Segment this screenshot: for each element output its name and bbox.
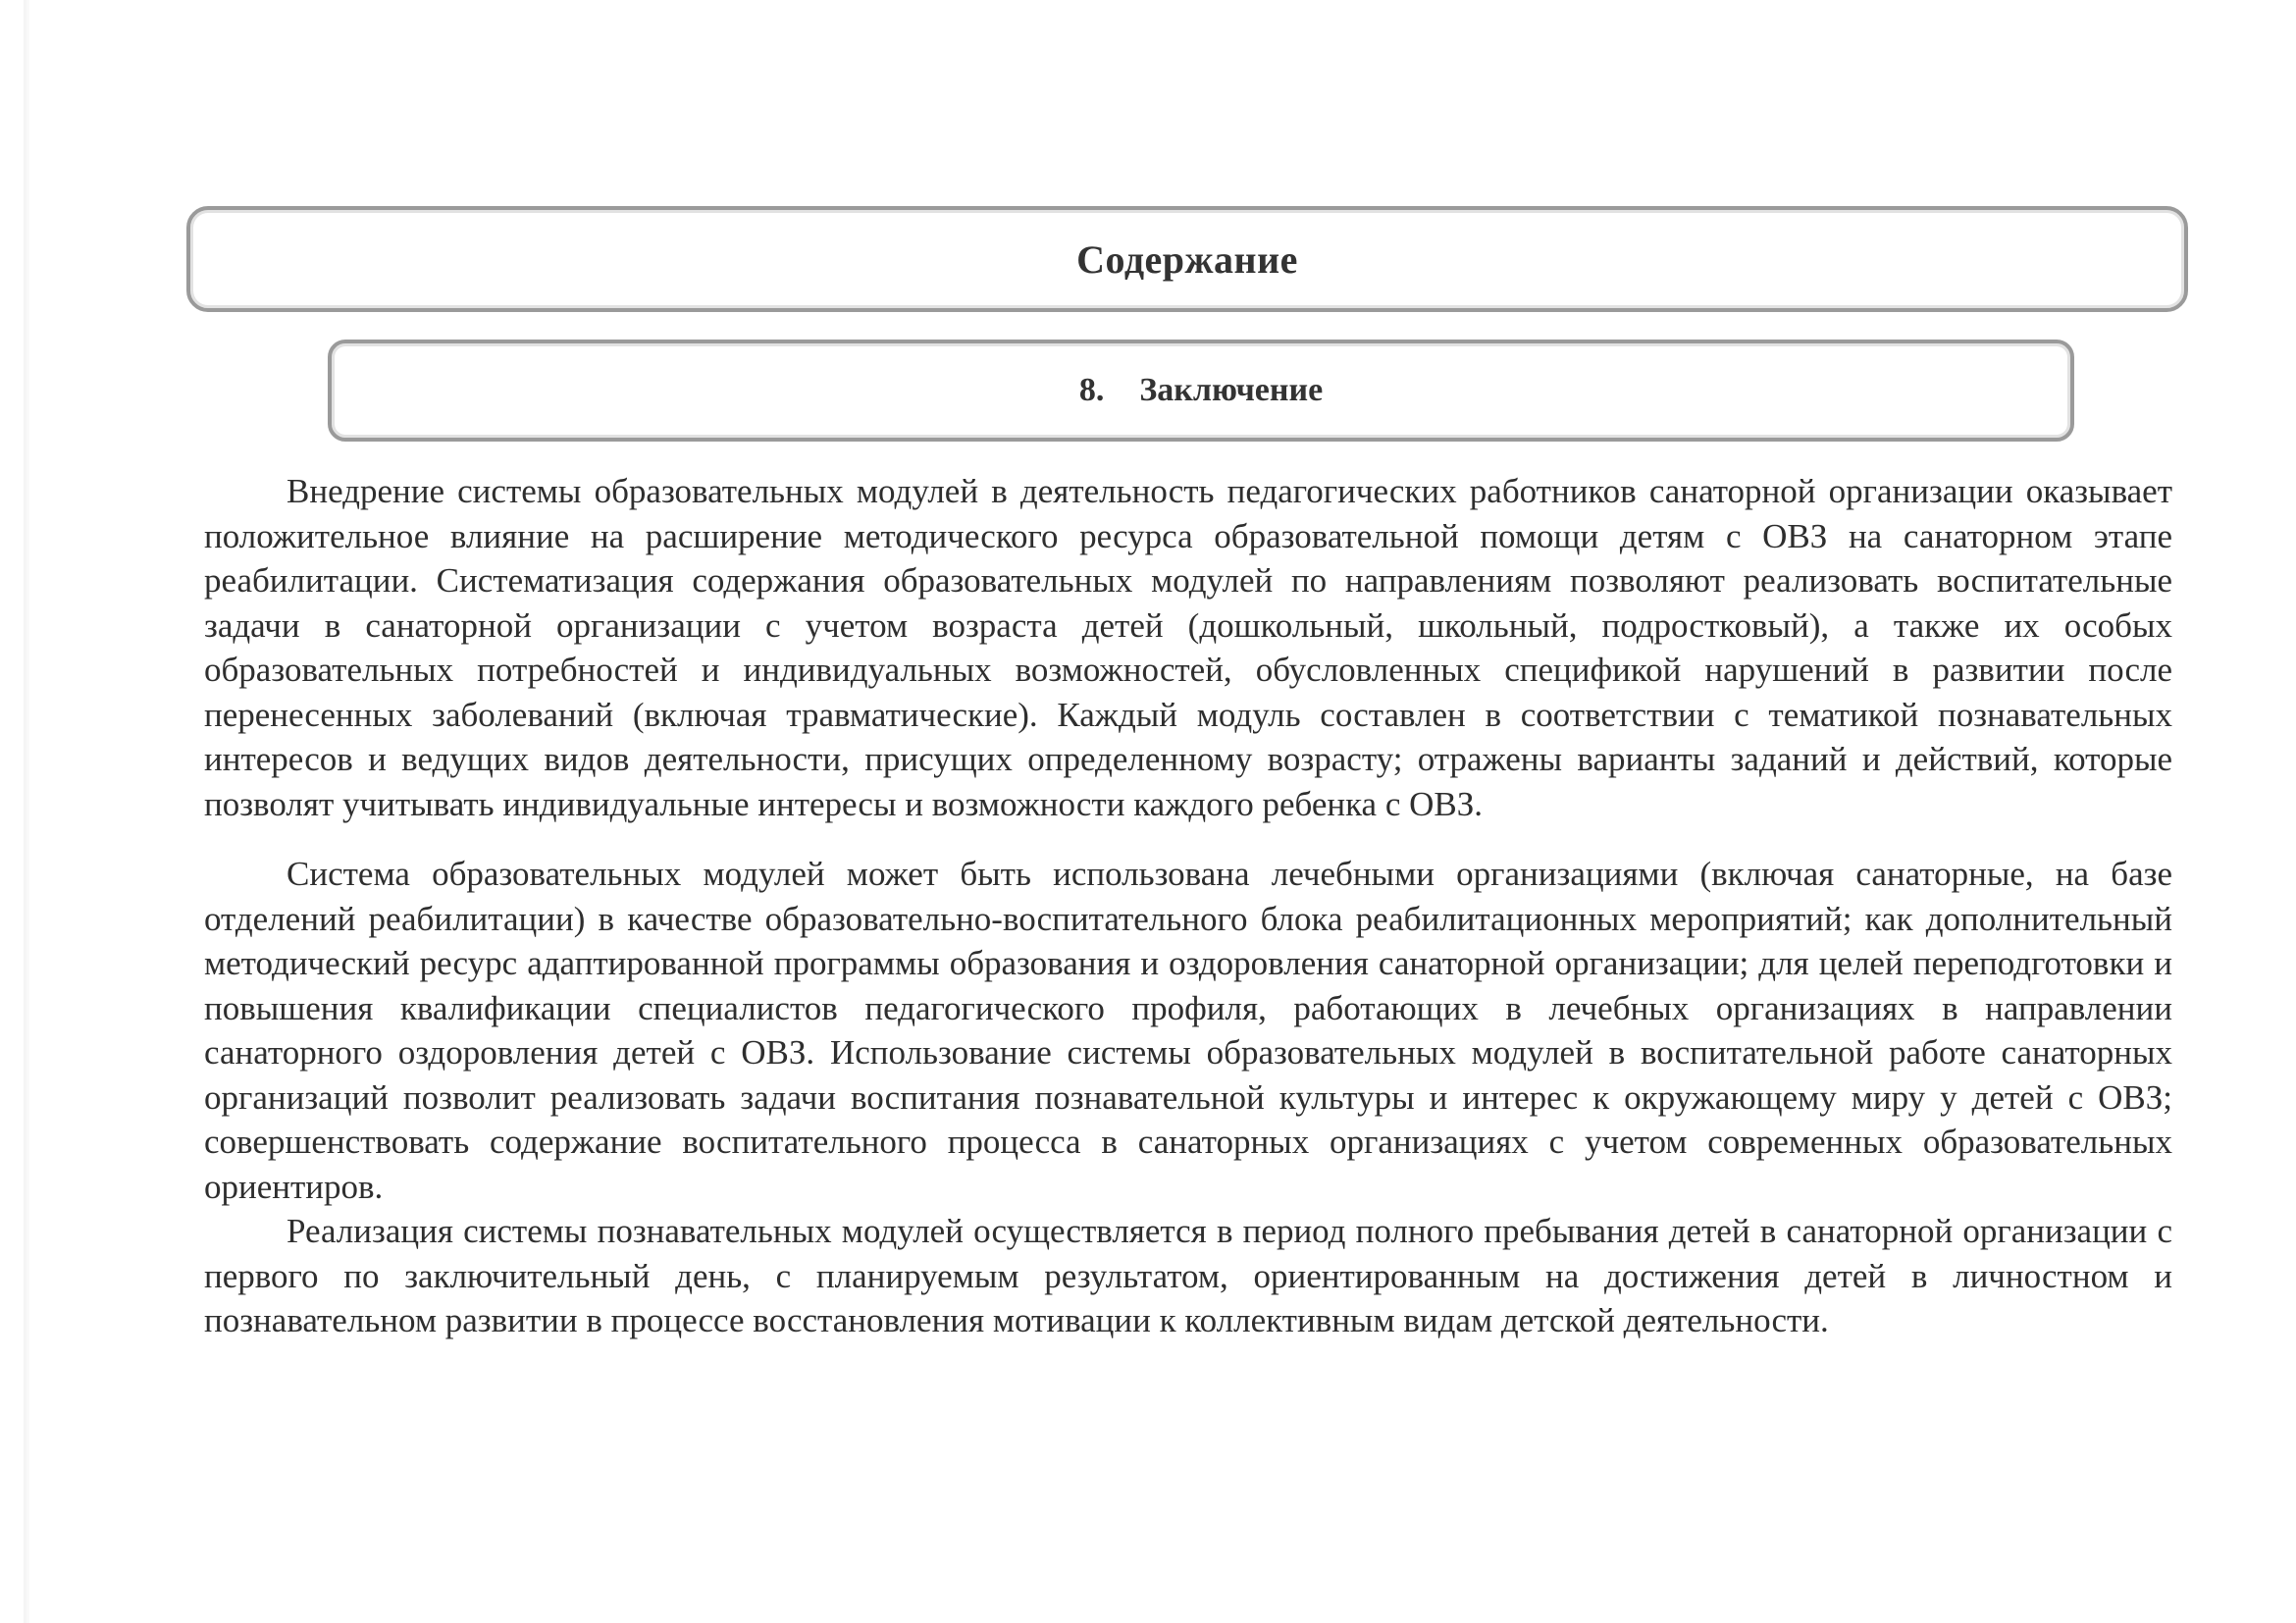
section-heading — [1079, 372, 1323, 409]
scan-edge — [24, 0, 29, 1623]
paragraph-2: Система образовательных модулей может быть использована лечебными организациями (включая санаторные, на базе отделений реабилитации) в качестве образовательно-воспитательного блока реабилитационных мероприятий; как дополнительный методический ресурс адаптированной программы образования и оздоровления санаторной организации; для целей переподготовки и повышения квалификации специалистов педагогического профиля, работающих в лечебных организациях в направлении санаторного оздоровления детей с ОВЗ. Использование системы образовательных модулей в воспитательной работе санаторных организаций позволит реализовать задачи воспитания познавательной культуры и интерес к окружающему миру у детей с ОВЗ; совершенствовать содержание воспитательного процесса в санаторных организациях с учетом современных образовательных ориентиров. — [204, 855, 2172, 1206]
paragraph-1: Внедрение системы образовательных модулей в деятельность педагогических работников санаторной организации оказывает положительное влияние на расширение методического ресурса образовательной помощи детям с ОВЗ на санаторном этапе реабилитации. Систематизация содержания образовательных модулей по направлениям позволяют реализовать воспитательные задачи в санаторной организации с учетом возраста детей (дошкольный, школьный, подростковый), а также их особых образовательных потребностей и индивидуальных возможностей, обусловленных спецификой нарушений в развитии после перенесенных заболеваний (включая травматические). Каждый модуль составлен в соответствии с тематикой познавательных интересов и ведущих видов деятельности, присущих определенному возрасту; отражены варианты заданий и действий, которые позволят учитывать индивидуальные интересы и возможности каждого ребенка с ОВЗ. — [204, 472, 2172, 823]
paragraph-3: Реализация системы познавательных модулей осуществляется в период полного пребывания детей в санаторной организации с первого по заключительный день, с планируемым результатом, ориентированным на достижения детей в личностном и познавательном развитии в процессе восстановления мотивации к коллективным видам детской деятельности. — [204, 1212, 2172, 1339]
contents-title: Содержание — [1076, 236, 1298, 282]
section-number: 8. — [1078, 372, 1105, 408]
contents-title-box — [186, 206, 2188, 312]
conclusion-body — [204, 469, 2172, 1343]
section-heading-box — [328, 340, 2074, 442]
section-title: Заключение — [1139, 372, 1324, 408]
